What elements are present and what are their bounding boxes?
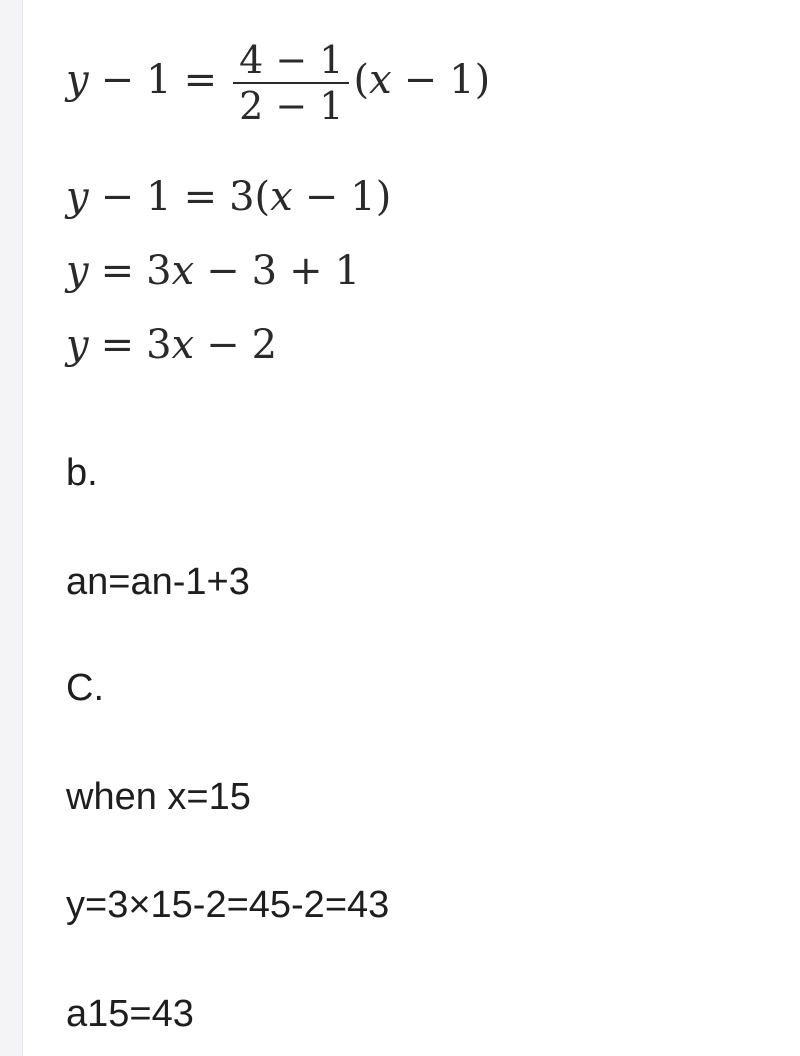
equation-point-slope <box>66 40 490 126</box>
equals-sign: = <box>100 322 135 368</box>
coefficient: 3 <box>146 322 172 368</box>
equation-simplified-slope <box>66 174 391 220</box>
var-y: y <box>66 57 89 103</box>
close-paren: ) <box>474 57 491 103</box>
minus-sign: − <box>304 174 339 220</box>
minus-sign: − <box>403 57 438 103</box>
var-y: y <box>66 322 89 368</box>
minus-sign: − <box>100 57 135 103</box>
close-paren: ) <box>375 174 392 220</box>
number: 1 <box>350 174 376 220</box>
var-x: x <box>270 174 293 220</box>
minus-sign: − <box>206 322 240 368</box>
number: 1 <box>146 57 172 103</box>
recurrence-formula: an=an-1+3 <box>66 561 250 603</box>
slope-fraction <box>233 40 349 126</box>
var-y: y <box>66 248 89 294</box>
number: 2 <box>251 322 278 368</box>
fraction-denominator: 2 − 1 <box>239 84 344 128</box>
number: 1 <box>334 248 361 294</box>
var-x: x <box>171 248 195 294</box>
coefficient: 3( <box>229 174 271 220</box>
minus-sign: − <box>206 248 240 294</box>
fraction-numerator: 4 − 1 <box>239 38 344 82</box>
equation-final <box>66 322 277 368</box>
var-x: x <box>369 57 392 103</box>
equals-sign: = <box>183 57 218 103</box>
var-x: x <box>171 322 195 368</box>
number: 1 <box>449 57 475 103</box>
answer-text: a15=43 <box>66 993 194 1035</box>
plus-sign: + <box>289 248 323 294</box>
calculation-text: y=3×15-2=45-2=43 <box>66 884 390 926</box>
equals-sign: = <box>183 174 218 220</box>
condition-text: when x=15 <box>66 776 251 818</box>
part-b-label: b. <box>66 452 98 494</box>
part-c-label: C. <box>66 667 104 709</box>
open-paren: ( <box>353 57 370 103</box>
minus-sign: − <box>100 174 135 220</box>
var-y: y <box>66 174 89 220</box>
equals-sign: = <box>100 248 135 294</box>
number: 3 <box>251 248 278 294</box>
equation-expanded <box>66 248 360 294</box>
coefficient: 3 <box>146 248 172 294</box>
number: 1 <box>146 174 172 220</box>
